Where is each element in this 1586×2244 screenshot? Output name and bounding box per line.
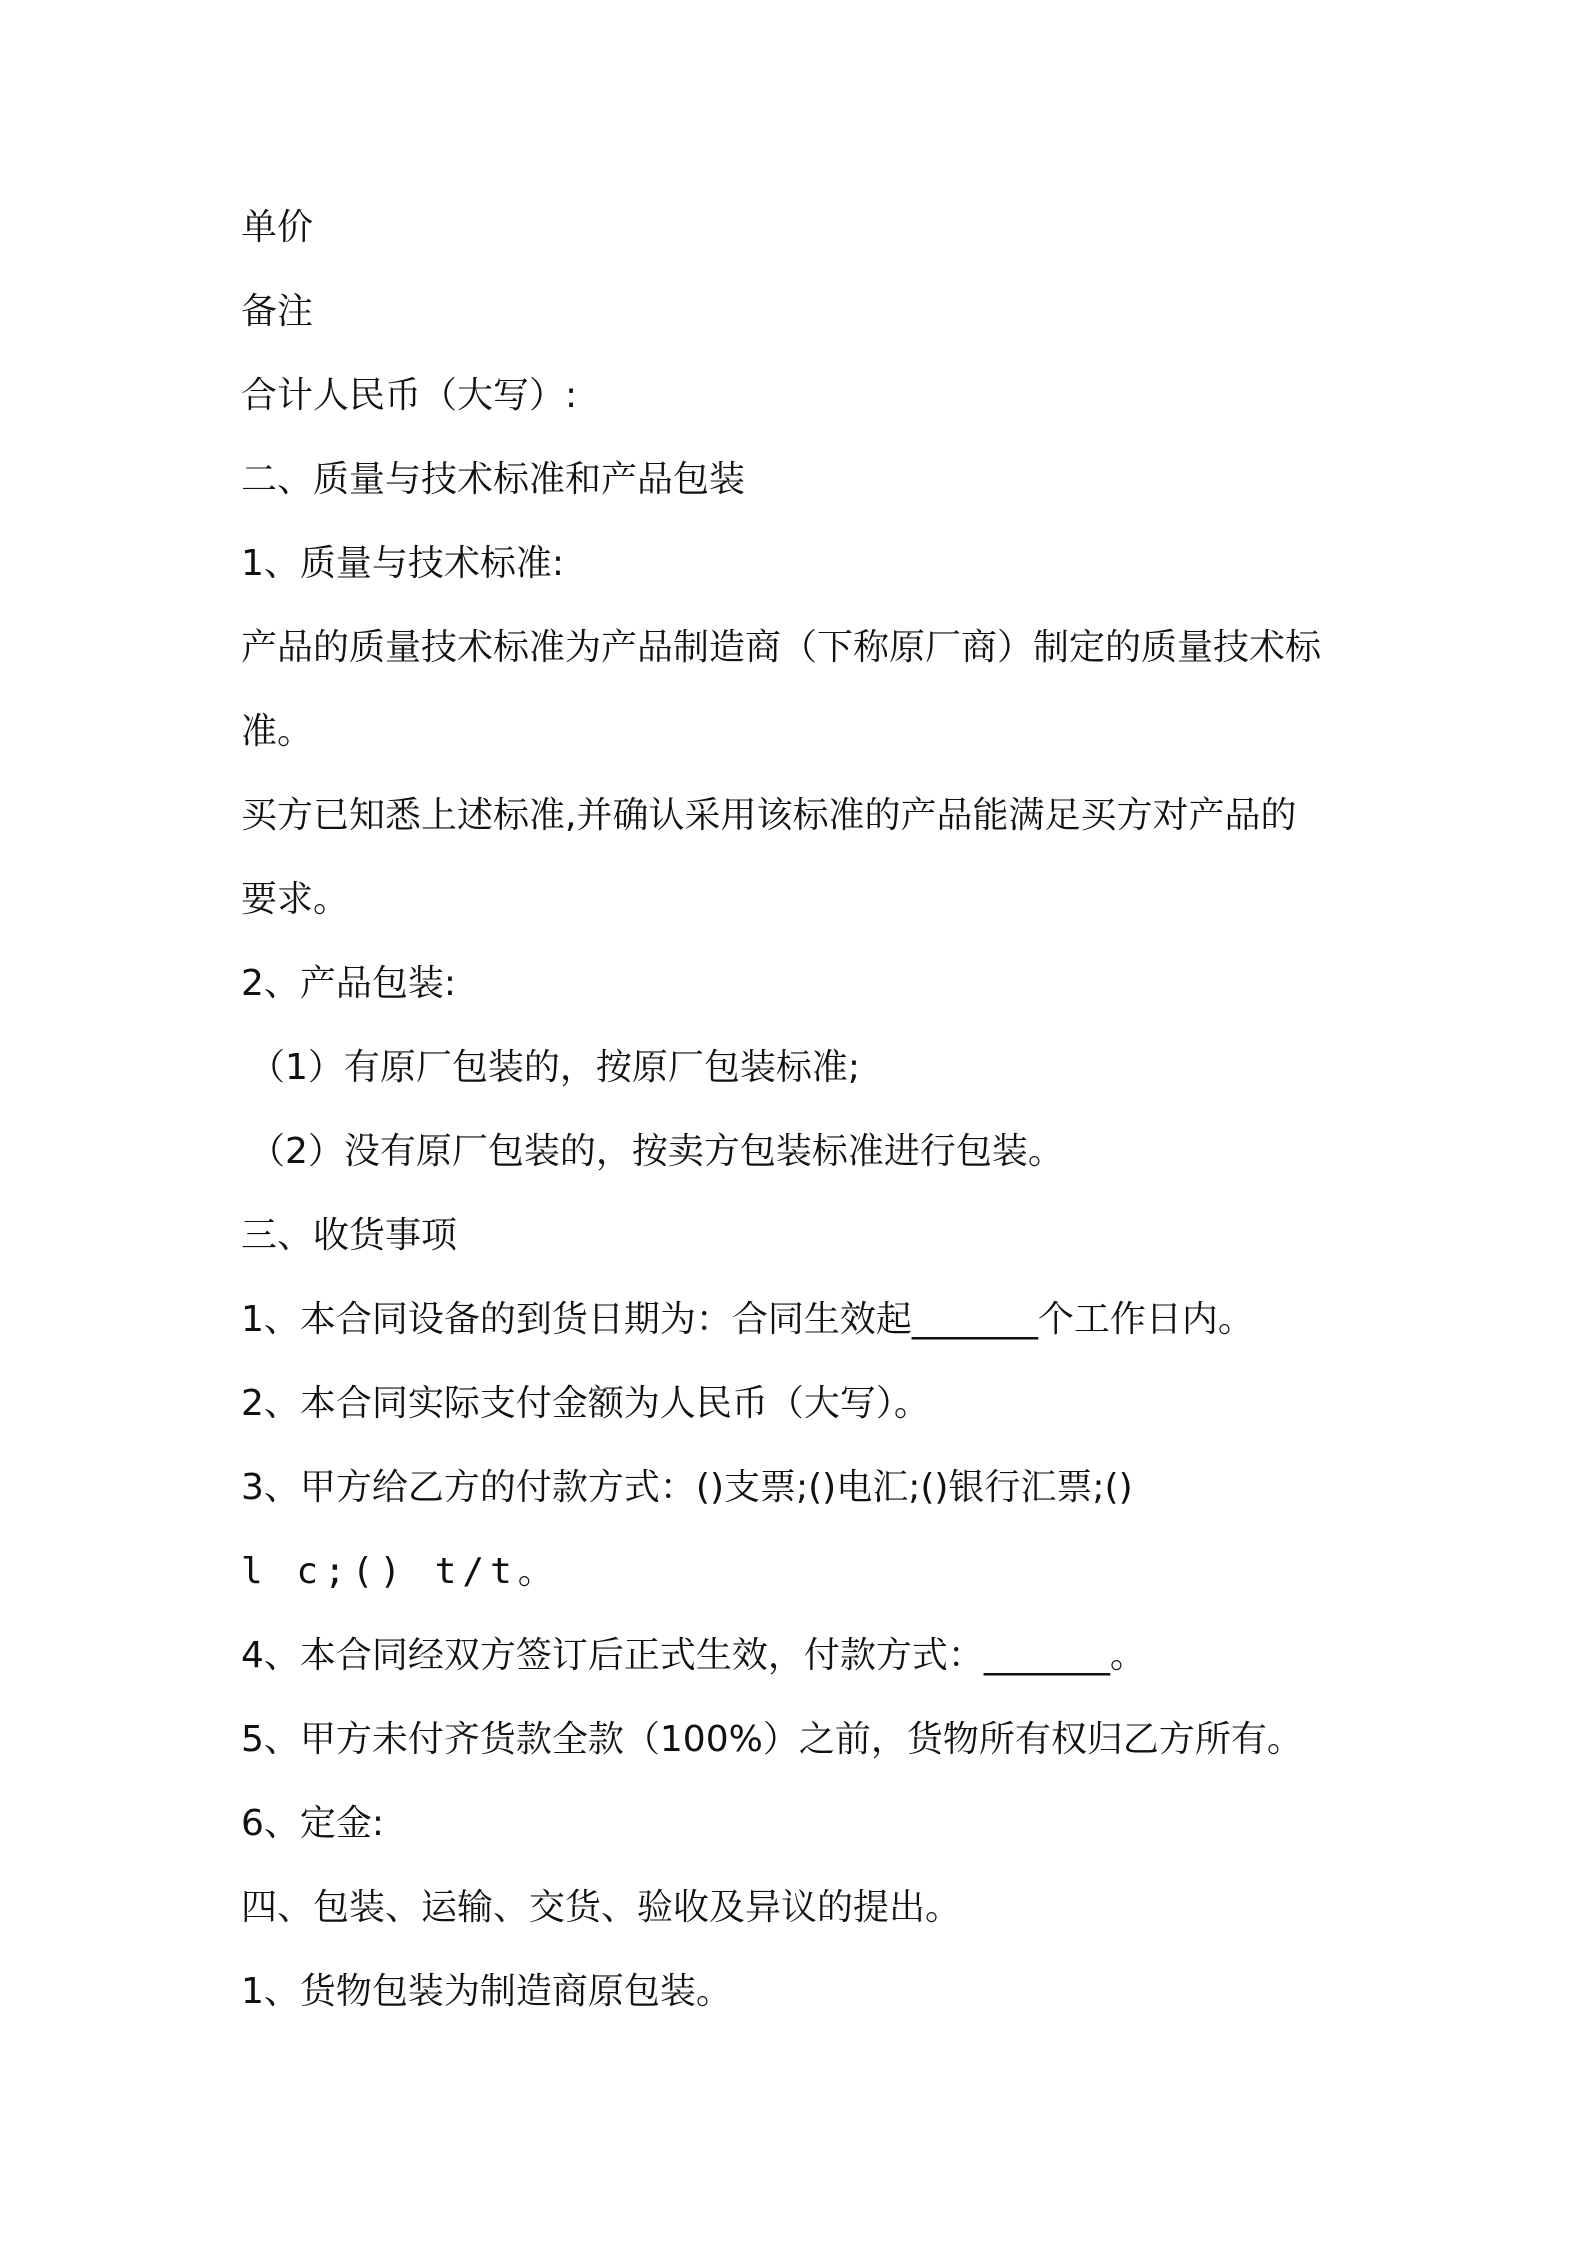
document-body bbox=[241, 198, 1351, 2046]
ownership-clause: 5、甲方未付齐货款全款（100%）之前，货物所有权归乙方所有。 bbox=[241, 1719, 1303, 1760]
item-product-packaging: 2、产品包装: bbox=[241, 963, 457, 1004]
line-unit-price: 单价 bbox=[241, 207, 314, 248]
payment-amount-clause: 2、本合同实际支付金额为人民币（大写）。 bbox=[241, 1383, 930, 1424]
packaging-option-1: （1）有原厂包装的，按原厂包装标准; bbox=[249, 1047, 861, 1088]
packaging-option-2: （2）没有原厂包装的，按卖方包装标准进行包装。 bbox=[249, 1131, 1064, 1172]
section-4-heading: 四、包装、运输、交货、验收及异议的提出。 bbox=[241, 1887, 962, 1928]
section-3-heading: 三、收货事项 bbox=[241, 1215, 458, 1256]
payment-method-clause-2: l c;() t/t。 bbox=[241, 1551, 560, 1592]
item-quality-standard: 1、质量与技术标准: bbox=[241, 543, 565, 584]
paragraph-buyer-acknowledge-1: 买方已知悉上述标准,并确认采用该标准的产品能满足买方对产品的 bbox=[241, 795, 1297, 836]
paragraph-quality-standard-1: 产品的质量技术标准为产品制造商（下称原厂商）制定的质量技术标 bbox=[241, 627, 1322, 668]
line-total-rmb: 合计人民币（大写）: bbox=[241, 375, 578, 416]
line-remarks: 备注 bbox=[241, 291, 314, 332]
effective-payment-clause: 4、本合同经双方签订后正式生效，付款方式：_______。 bbox=[241, 1635, 1146, 1676]
packaging-manufacturer-clause: 1、货物包装为制造商原包装。 bbox=[241, 1971, 732, 2012]
section-2-heading: 二、质量与技术标准和产品包装 bbox=[241, 459, 746, 500]
delivery-date-clause: 1、本合同设备的到货日期为：合同生效起_______个工作日内。 bbox=[241, 1299, 1254, 1340]
paragraph-quality-standard-2: 准。 bbox=[241, 711, 314, 752]
payment-method-clause-1: 3、甲方给乙方的付款方式：()支票;()电汇;()银行汇票;() bbox=[241, 1467, 1133, 1508]
deposit-clause: 6、定金: bbox=[241, 1803, 385, 1844]
paragraph-buyer-acknowledge-2: 要求。 bbox=[241, 879, 350, 920]
